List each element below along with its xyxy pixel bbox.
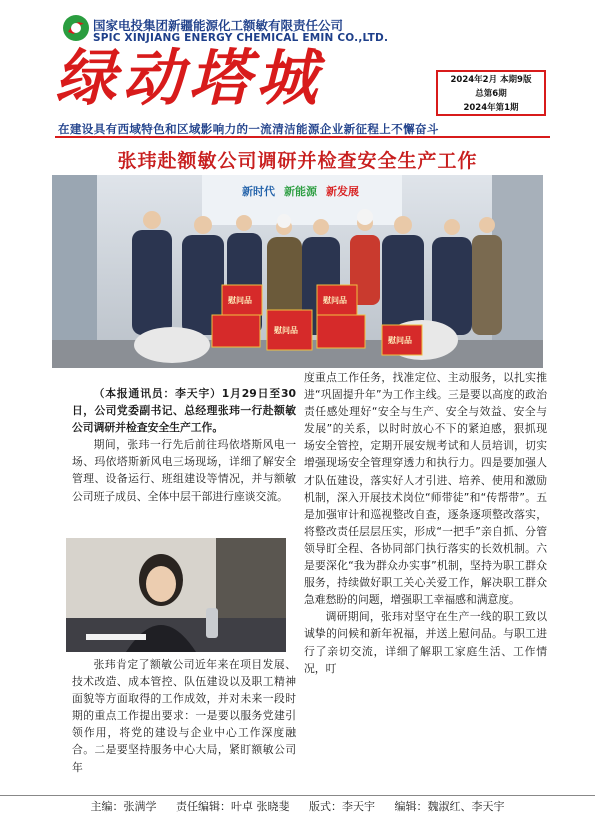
footer-layout: 版式：李天宇 — [309, 800, 375, 813]
issue-info-box — [436, 70, 546, 116]
slogan: 在建设具有西域特色和区域影响力的一流清洁能源企业新征程上不懈奋斗 — [58, 122, 439, 136]
group-photo — [52, 175, 543, 368]
gift-label-4: 慰问品 — [388, 336, 412, 345]
company-name-cn: 国家电投集团新疆能源化工额敏有限责任公司 — [93, 18, 344, 33]
footer-chief-editor: 主编：张满学 — [90, 800, 157, 813]
footer-responsible-editor: 责任编辑：叶卓 张晓斐 — [176, 800, 290, 813]
gift-label-1: 慰问品 — [228, 296, 252, 305]
issue-total-number: 总第6期 — [475, 89, 507, 99]
article-paragraph-continued: 度重点工作任务，找准定位、主动服务，以扎实推进“巩固提升年”为工作主线。三是要以高度的政治责任感处理好“安全与生产、安全与效益、安全与发展”的关系，以时时放心不下的紧迫感，狠抓现场安全管控，定期开展安规考试和人员培训，切实增强现场安全管理穿透力和执行力。四是要加强人才队伍建设，落实好人才引进、培养、使用和激励机制，深入开展技术岗位“师带徒”和“传帮带”。五是加强审计和巡视整改自查，逐条逐项整改落实，将整改责任层层压实，形成“一把手”亲自抓、分管领导盯全程、各协同部门执行落实的长效机制。六是要深化“我为群众办实事”机制，坚持为职工群众服务，持续做好职工关心关爱工作，解决职工群众急难愁盼的问题，增强职工幸福感和满意度。 — [304, 371, 547, 607]
article-column-left-bottom — [72, 656, 296, 776]
company-logo-icon — [62, 14, 90, 42]
company-name-en: SPIC XINJIANG ENERGY CHEMICAL EMIN CO.,LTD. — [93, 32, 389, 44]
footer-editors: 编辑：魏淑红、李天宇 — [394, 800, 505, 813]
article-column-left-top — [72, 385, 296, 505]
article-title: 张玮赴额敏公司调研并检查安全生产工作 — [117, 150, 478, 172]
banner-text-2: 新能源 — [284, 185, 317, 198]
issue-date: 2024年2月 本期9版 — [450, 75, 532, 85]
meeting-photo — [66, 538, 286, 652]
article-paragraph: 调研期间，张玮对坚守在生产一线的职工致以诚挚的问候和新年祝福，并送上慰问品。与职工进行了亲切交流，详细了解职工家庭生活、工作情况，叮 — [304, 610, 547, 675]
article-paragraph: 期间，张玮一行先后前往玛依塔斯风电一场、玛依塔斯新风电三场现场，详细了解安全管理、设备运行、班组建设等情况，并与额敏公司班子成员、全体中层干部进行座谈交流。 — [72, 438, 296, 503]
gift-label-2: 慰问品 — [274, 326, 298, 335]
gift-label-3: 慰问品 — [323, 296, 347, 305]
banner-text-3: 新发展 — [326, 185, 359, 198]
masthead-header — [0, 0, 595, 142]
issue-year-number: 2024年第1期 — [463, 103, 519, 113]
article-paragraph: 张玮肯定了额敏公司近年来在项目发展、技术改造、成本管控、队伍建设以及职工精神面貌等方面取得的工作成效，并对未来一段时期的重点工作提出要求：一是要以服务党建引领作用，将党的建设与企业中心工作深度融合。二是要坚持服务中心大局，紧盯额敏公司年 — [72, 658, 296, 774]
article-lead-paragraph: （本报通讯员：李天宇）1月29日至30日，公司党委副书记、总经理张玮一行赴额敏公司调研并检查安全生产工作。 — [72, 387, 296, 435]
banner-text-1: 新时代 — [242, 185, 275, 198]
newspaper-masthead: 绿动塔城 — [55, 43, 324, 114]
footer-divider — [0, 795, 595, 796]
header-divider — [55, 136, 550, 138]
editorial-footer — [0, 798, 595, 814]
article-column-right — [304, 369, 547, 677]
